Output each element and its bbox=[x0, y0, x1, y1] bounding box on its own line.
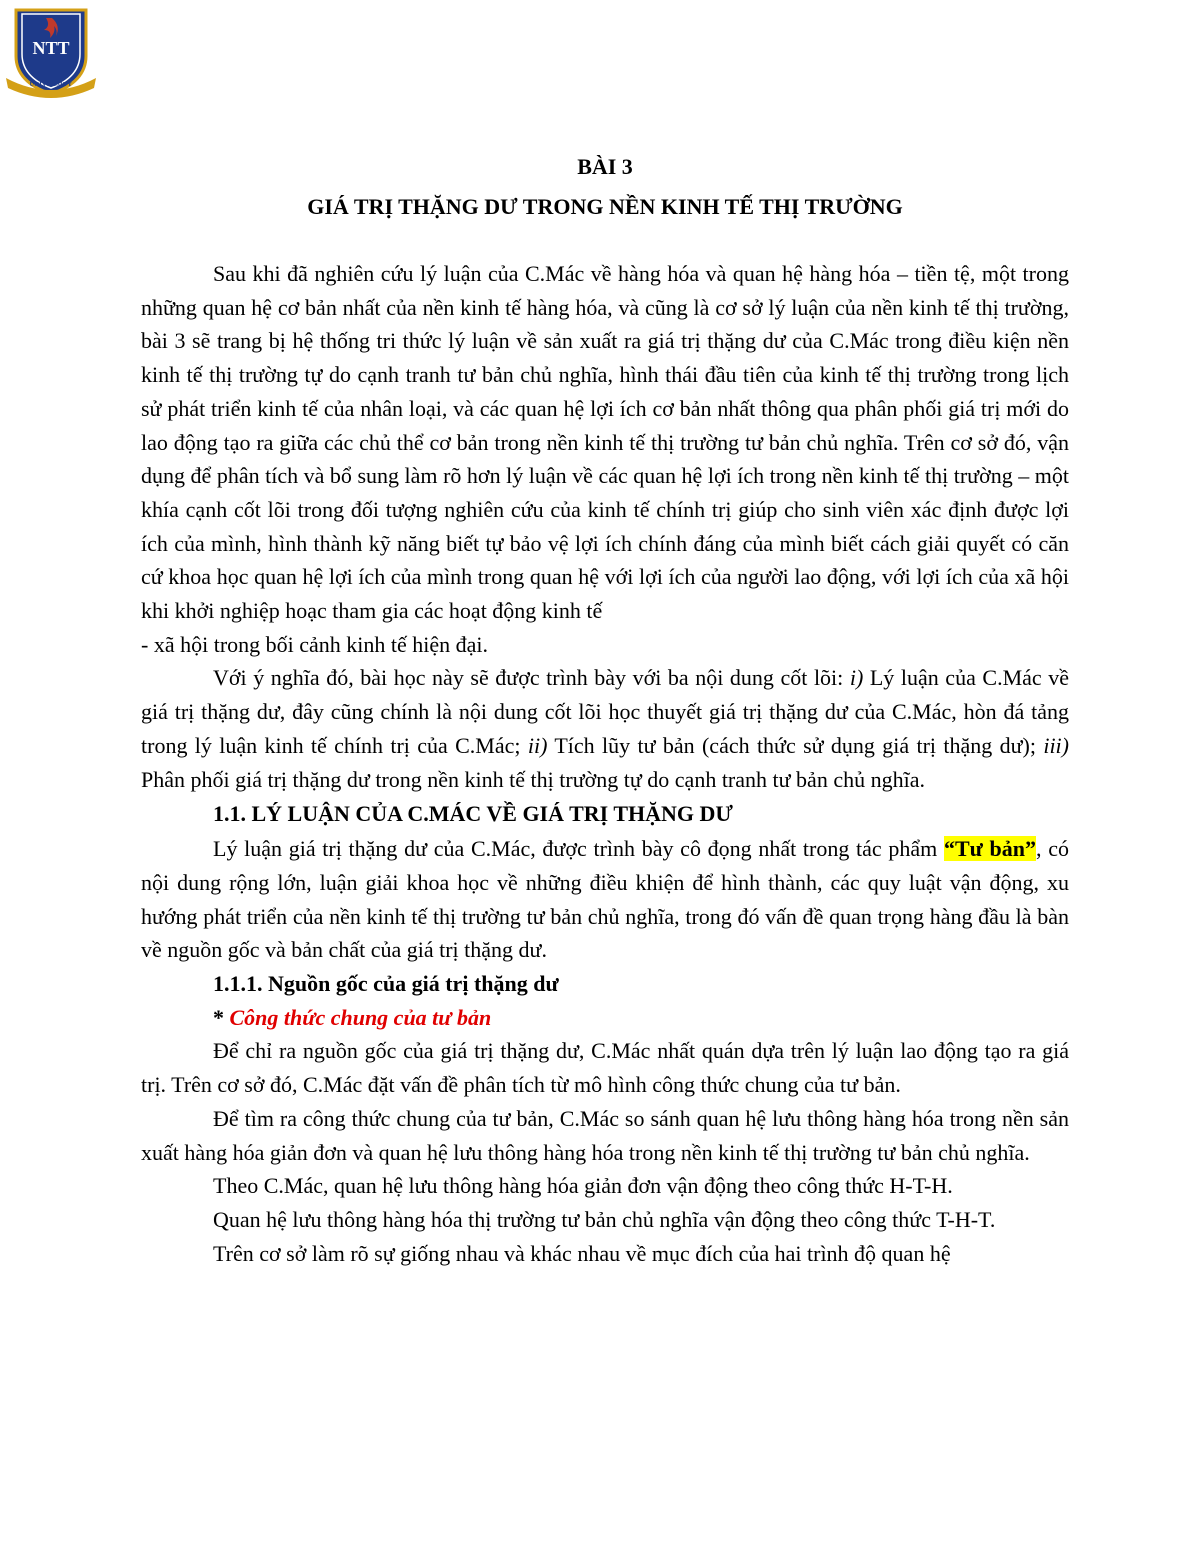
intro-paragraph: Sau khi đã nghiên cứu lý luận của C.Mác về hàng hóa và quan hệ hàng hóa – tiền tệ, một trong những quan hệ cơ bản nhất của nền kinh tế hàng hóa, và cũng là cơ sở lý luận của nền kinh tế thị trường, bài 3 sẽ trang bị hệ thống tri thức lý luận về sản xuất ra giá trị thặng dư của C.Mác trong điều kiện nền kinh tế thị trường tự do cạnh tranh tư bản chủ nghĩa, hình thái đầu tiên của kinh tế thị trường trong lịch sử phát triển kinh tế của nhân loại, và các quan hệ lợi ích cơ bản nhất thông qua phân phối giá trị mới do lao động tạo ra giữa các chủ thể cơ bản trong nền kinh tế thị trường tư bản chủ nghĩa. Trên cơ sở đó, vận dụng để phân tích và bổ sung làm rõ hơn lý luận về các quan hệ lợi ích trong nền kinh tế thị trường – một khía cạnh cốt lõi trong đối tượng nghiên cứu của kinh tế chính trị giúp cho sinh viên xác định được lợi ích của mình, hình thành kỹ năng biết tự bảo vệ lợi ích chính đáng của mình biết cách giải quyết có căn cứ khoa học quan hệ lợi ích của mình trong quan hệ với lợi ích của người lao động, với lợi ích của xã hội khi khởi nghiệp hoạc tham gia các hoạt động kinh tế bbox=[141, 261, 1069, 624]
paragraph-compare: Để tìm ra công thức chung của tư bản, C.Mác so sánh quan hệ lưu thông hàng hóa trong nền sản xuất hàng hóa giản đơn và quan hệ lưu thông hàng hóa trong nền kinh tế thị trường tư bản chủ nghĩa. bbox=[141, 1105, 1069, 1165]
section-heading-1-1-1: 1.1.1. Nguồn gốc của giá trị thặng dư bbox=[213, 971, 559, 997]
core-content-paragraph: Với ý nghĩa đó, bài học này sẽ được trình bày với ba nội dung cốt lõi: i) Lý luận của C.Mác về giá trị thặng dư, đây cũng chính là nội dung cốt lõi học thuyết giá trị thặng dư của C.Mác, hòn đá tảng trong lý luận kinh tế chính trị của C.Mác; ii) Tích lũy tư bản (cách thức sử dụng giá trị thặng dư); iii) Phân phối giá trị thặng dư trong nền kinh tế thị trường tự do cạnh tranh tư bản chủ nghĩa. bbox=[141, 665, 1070, 792]
university-logo bbox=[6, 4, 96, 98]
logo-text: NTT bbox=[32, 38, 70, 58]
paragraph-simple-circulation: Theo C.Mác, quan hệ lưu thông hàng hóa giản đơn vận động theo công thức H-T-H. bbox=[213, 1173, 953, 1199]
section-heading-1-1: 1.1. LÝ LUẬN CỦA C.MÁC VỀ GIÁ TRỊ THẶNG DƯ bbox=[213, 801, 733, 827]
highlighted-book-title: “Tư bản” bbox=[943, 836, 1037, 862]
document-page bbox=[141, 150, 1069, 1270]
intro-paragraph-continuation: - xã hội trong bối cảnh kinh tế hiện đại. bbox=[141, 631, 489, 657]
lesson-number: BÀI 3 bbox=[577, 154, 633, 179]
logo-ribbon-text: UNIVERSITY bbox=[29, 82, 73, 88]
lesson-title: GIÁ TRỊ THẶNG DƯ TRONG NỀN KINH TẾ THỊ TRƯỜNG bbox=[307, 194, 903, 219]
paragraph-comparison-start: Trên cơ sở làm rõ sự giống nhau và khác nhau về mục đích của hai trình độ quan hệ bbox=[213, 1240, 951, 1266]
theory-paragraph: Lý luận giá trị thặng dư của C.Mác, được trình bày cô đọng nhất trong tác phẩm “Tư bản”, có nội dung rộng lớn, luận giải khoa học về những điều khiện để hình thành, các quy luật vận động, xu hướng phát triển của nền kinh tế thị trường tư bản chủ nghĩa, trong đó vấn đề quan trọng hàng đầu là bàn về nguồn gốc và bản chất của giá trị thặng dư. bbox=[141, 836, 1069, 963]
subheading-general-formula: * Công thức chung của tư bản bbox=[213, 1004, 492, 1030]
paragraph-origin: Để chỉ ra nguồn gốc của giá trị thặng dư, C.Mác nhất quán dựa trên lý luận lao động tạo ra giá trị. Trên cơ sở đó, C.Mác đặt vấn đề phân tích từ mô hình công thức chung của tư bản. bbox=[141, 1038, 1069, 1098]
paragraph-capital-circulation: Quan hệ lưu thông hàng hóa thị trường tư bản chủ nghĩa vận động theo công thức T-H-T. bbox=[213, 1206, 996, 1232]
